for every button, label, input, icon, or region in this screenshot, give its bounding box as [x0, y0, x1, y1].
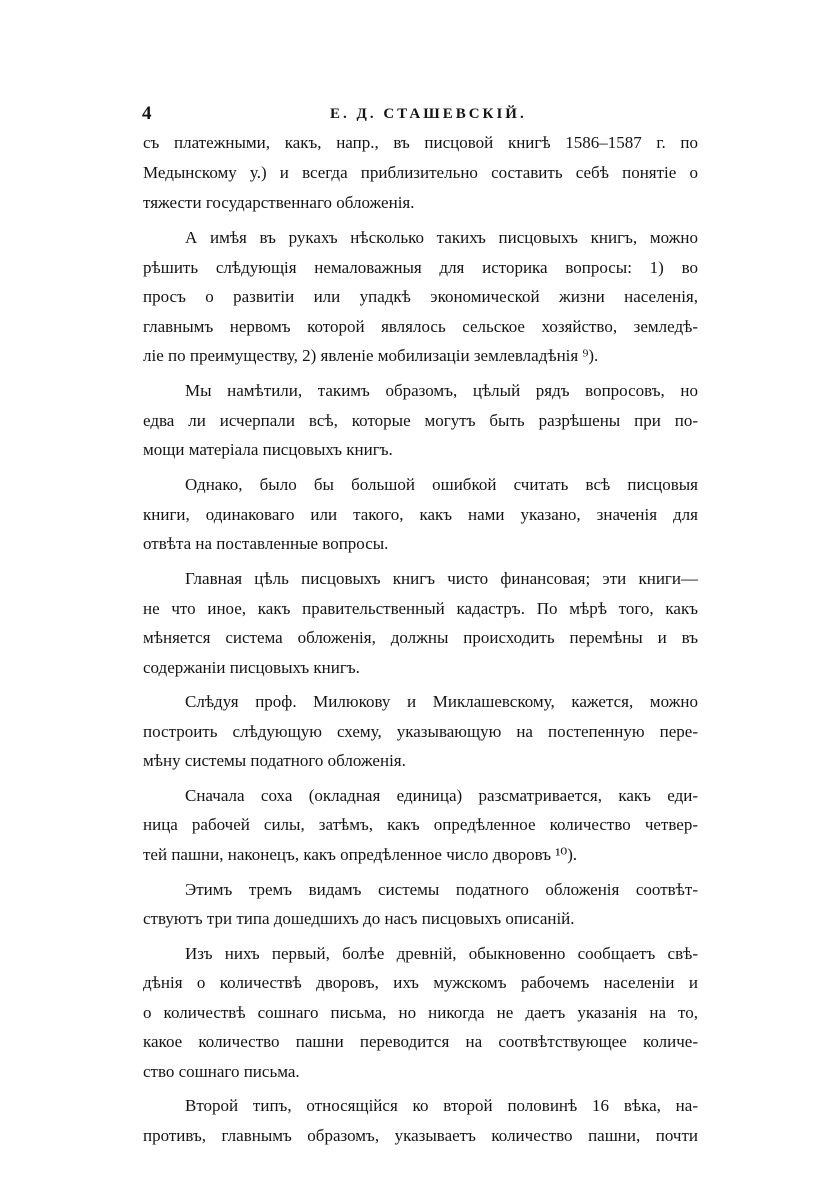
body-line: Второй типъ, относящійся ко второй половинѣ 16 вѣка, на- — [185, 1096, 698, 1115]
body-line: А имѣя въ рукахъ нѣсколько такихъ писцовыхъ книгъ, можно — [185, 228, 698, 247]
page-number: 4 — [142, 103, 152, 124]
body-line: Однако, было бы большой ошибкой считать всѣ писцовыя — [185, 475, 698, 494]
body-line: мощи матеріала писцовыхъ книгъ. — [143, 440, 393, 459]
body-line: Изъ нихъ первый, болѣе древній, обыкновенно сообщаетъ свѣ- — [185, 944, 698, 963]
body-line: мѣняется система обложенія, должны происходить перемѣны и въ — [143, 628, 698, 647]
body-line: Главная цѣль писцовыхъ книгъ чисто финансовая; эти книги— — [185, 569, 698, 588]
body-line: книги, одинаковаго или такого, какъ нами указано, значенія для — [143, 505, 698, 524]
body-line: ница рабочей силы, затѣмъ, какъ опредѣленное количество четвер- — [143, 815, 698, 834]
body-line: рѣшить слѣдующія немаловажныя для историка вопросы: 1) во — [143, 258, 698, 277]
body-line: Мы намѣтили, такимъ образомъ, цѣлый рядъ вопросовъ, но — [185, 381, 698, 400]
body-line: построить слѣдующую схему, указывающую на постепенную пере- — [143, 722, 698, 741]
body-line: тяжести государственнаго обложенія. — [143, 193, 415, 212]
body-line: тей пашни, наконецъ, какъ опредѣленное число дворовъ ¹⁰). — [143, 845, 578, 864]
body-line: отвѣта на поставленные вопросы. — [143, 534, 389, 553]
body-line: едва ли исчерпали всѣ, которые могутъ быть разрѣшены при по- — [143, 411, 698, 430]
body-line: съ платежными, какъ, напр., въ писцовой книгѣ 1586–1587 г. по — [143, 133, 698, 152]
body-line: просъ о развитіи или упадкѣ экономической жизни населенія, — [143, 287, 698, 306]
body-line: дѣнія о количествѣ дворовъ, ихъ мужскомъ рабочемъ населеніи и — [143, 973, 698, 992]
body-line: Слѣдуя проф. Милюкову и Миклашевскому, кажется, можно — [185, 692, 698, 711]
body-line: о количествѣ сошнаго письма, но никогда не даетъ указанія на то, — [143, 1003, 698, 1022]
body-line: Медынскому у.) и всегда приблизительно составить себѣ понятіе о — [143, 163, 698, 182]
body-line: какое количество пашни переводится на соотвѣтствующее количе- — [143, 1032, 698, 1051]
body-line: главнымъ нервомъ которой являлось сельское хозяйство, земледѣ- — [143, 317, 698, 336]
body-line: Этимъ тремъ видамъ системы податного обложенія соотвѣт- — [185, 880, 698, 899]
body-line: содержаніи писцовыхъ книгъ. — [143, 658, 360, 677]
body-line: мѣну системы податного обложенія. — [143, 751, 406, 770]
body-line: Сначала соха (окладная единица) разсматривается, какъ еди- — [185, 786, 698, 805]
body-line: не что иное, какъ правительственный кадастръ. По мѣрѣ того, какъ — [143, 599, 698, 618]
body-line: ствуютъ три типа дошедшихъ до насъ писцовыхъ описаній. — [143, 909, 575, 928]
body-line: противъ, главнымъ образомъ, указываетъ количество пашни, почти — [143, 1126, 698, 1145]
running-title: Е. Д. СТАШЕВСКІЙ. — [330, 106, 527, 122]
body-line: ство сошнаго письма. — [143, 1062, 300, 1081]
body-line: ліе по преимуществу, 2) явленіе мобилизаціи землевладѣнія ⁹). — [143, 346, 599, 365]
